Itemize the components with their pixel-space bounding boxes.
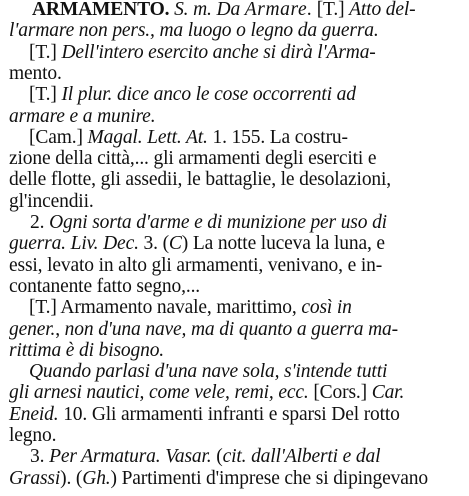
text-line-12: guerra. Liv. Dec. 3. (C) La notte luceva la luna, e (9, 233, 385, 255)
text-line-15: [T.] Armamento navale, marittimo, così in (29, 297, 352, 319)
sense-number: 2. (30, 212, 45, 233)
source-tag: [T.] (29, 84, 57, 106)
text-line-9: delle flotte, gli assedii, le battaglie, le desolazioni, (9, 169, 392, 191)
source-tag: [Cors.] (308, 382, 372, 404)
sense-number: 3. (30, 446, 45, 468)
source-tag: [T.] (29, 41, 57, 63)
work-citation: Eneid. (9, 403, 59, 425)
headword: ARMAMENTO. (32, 0, 170, 20)
text-line-21: legno. (9, 425, 57, 446)
text-line-8: zione della città,... gli armamenti degli eserciti e (9, 148, 377, 170)
text-line-6: armare e a munire. (9, 105, 156, 127)
text-line-20: Eneid. 10. Gli armamenti infranti e sparsi Del rotto (9, 403, 400, 425)
text-line-19: gli arnesi nautici, come vele, remi, ecc. [Cors.] Car. (9, 382, 405, 404)
grammar-note: S. m. Da (174, 0, 245, 20)
text-line-7: [Cam.] Magal. Lett. At. 1. 155. La costru- (29, 126, 348, 148)
text-line-14: contanente fatto segno,... (9, 275, 201, 297)
text-line-10: gl'incendii. (9, 190, 94, 212)
author-citation: Car. (371, 382, 405, 404)
text-line-11: 2. Ogni sorta d'arme e di munizione per uso di (30, 212, 387, 233)
text-line-13: essi, levato in alto gli armamenti, venivano, e in- (9, 254, 383, 276)
author-citation: Liv. Dec. (70, 233, 139, 255)
text-line-22: 3. Per Armatura. Vasar. (cit. dall'Alberti e dal (30, 446, 381, 468)
text-line-16: gener., non d'una nave, ma di quanto a guerra ma- (9, 318, 398, 340)
source-tag: [Cam.] (29, 126, 83, 148)
text-line-18: Quando parlasi d'una nave sola, s'intende tutti (29, 361, 388, 383)
text-line-4: mento. (9, 62, 62, 84)
text-line-2: l'armare non pers., ma luogo o legno da guerra. (9, 20, 379, 42)
text-line-3: [T.] Dell'intero esercito anche si dirà l'Arma- (29, 41, 376, 63)
source-tag: [T.] (29, 297, 57, 319)
text-line-17: rittima è di bisogno. (9, 339, 165, 361)
root-word: Armare (244, 0, 308, 20)
author-citation: Vasar. (165, 446, 212, 468)
text-line-1: ARMAMENTO. S. m. Da Armare. [T.] Atto del- (32, 0, 416, 20)
author-citation: Magal. (87, 126, 143, 148)
text-line-23: Grassi). (Gh.) Partimenti d'imprese che si dipingevano (9, 467, 428, 489)
text-line-5: [T.] Il plur. dice anco le cose occorrenti ad (29, 84, 356, 106)
work-citation: Lett. At. (147, 126, 208, 148)
source-tag: [T.] (316, 0, 345, 20)
